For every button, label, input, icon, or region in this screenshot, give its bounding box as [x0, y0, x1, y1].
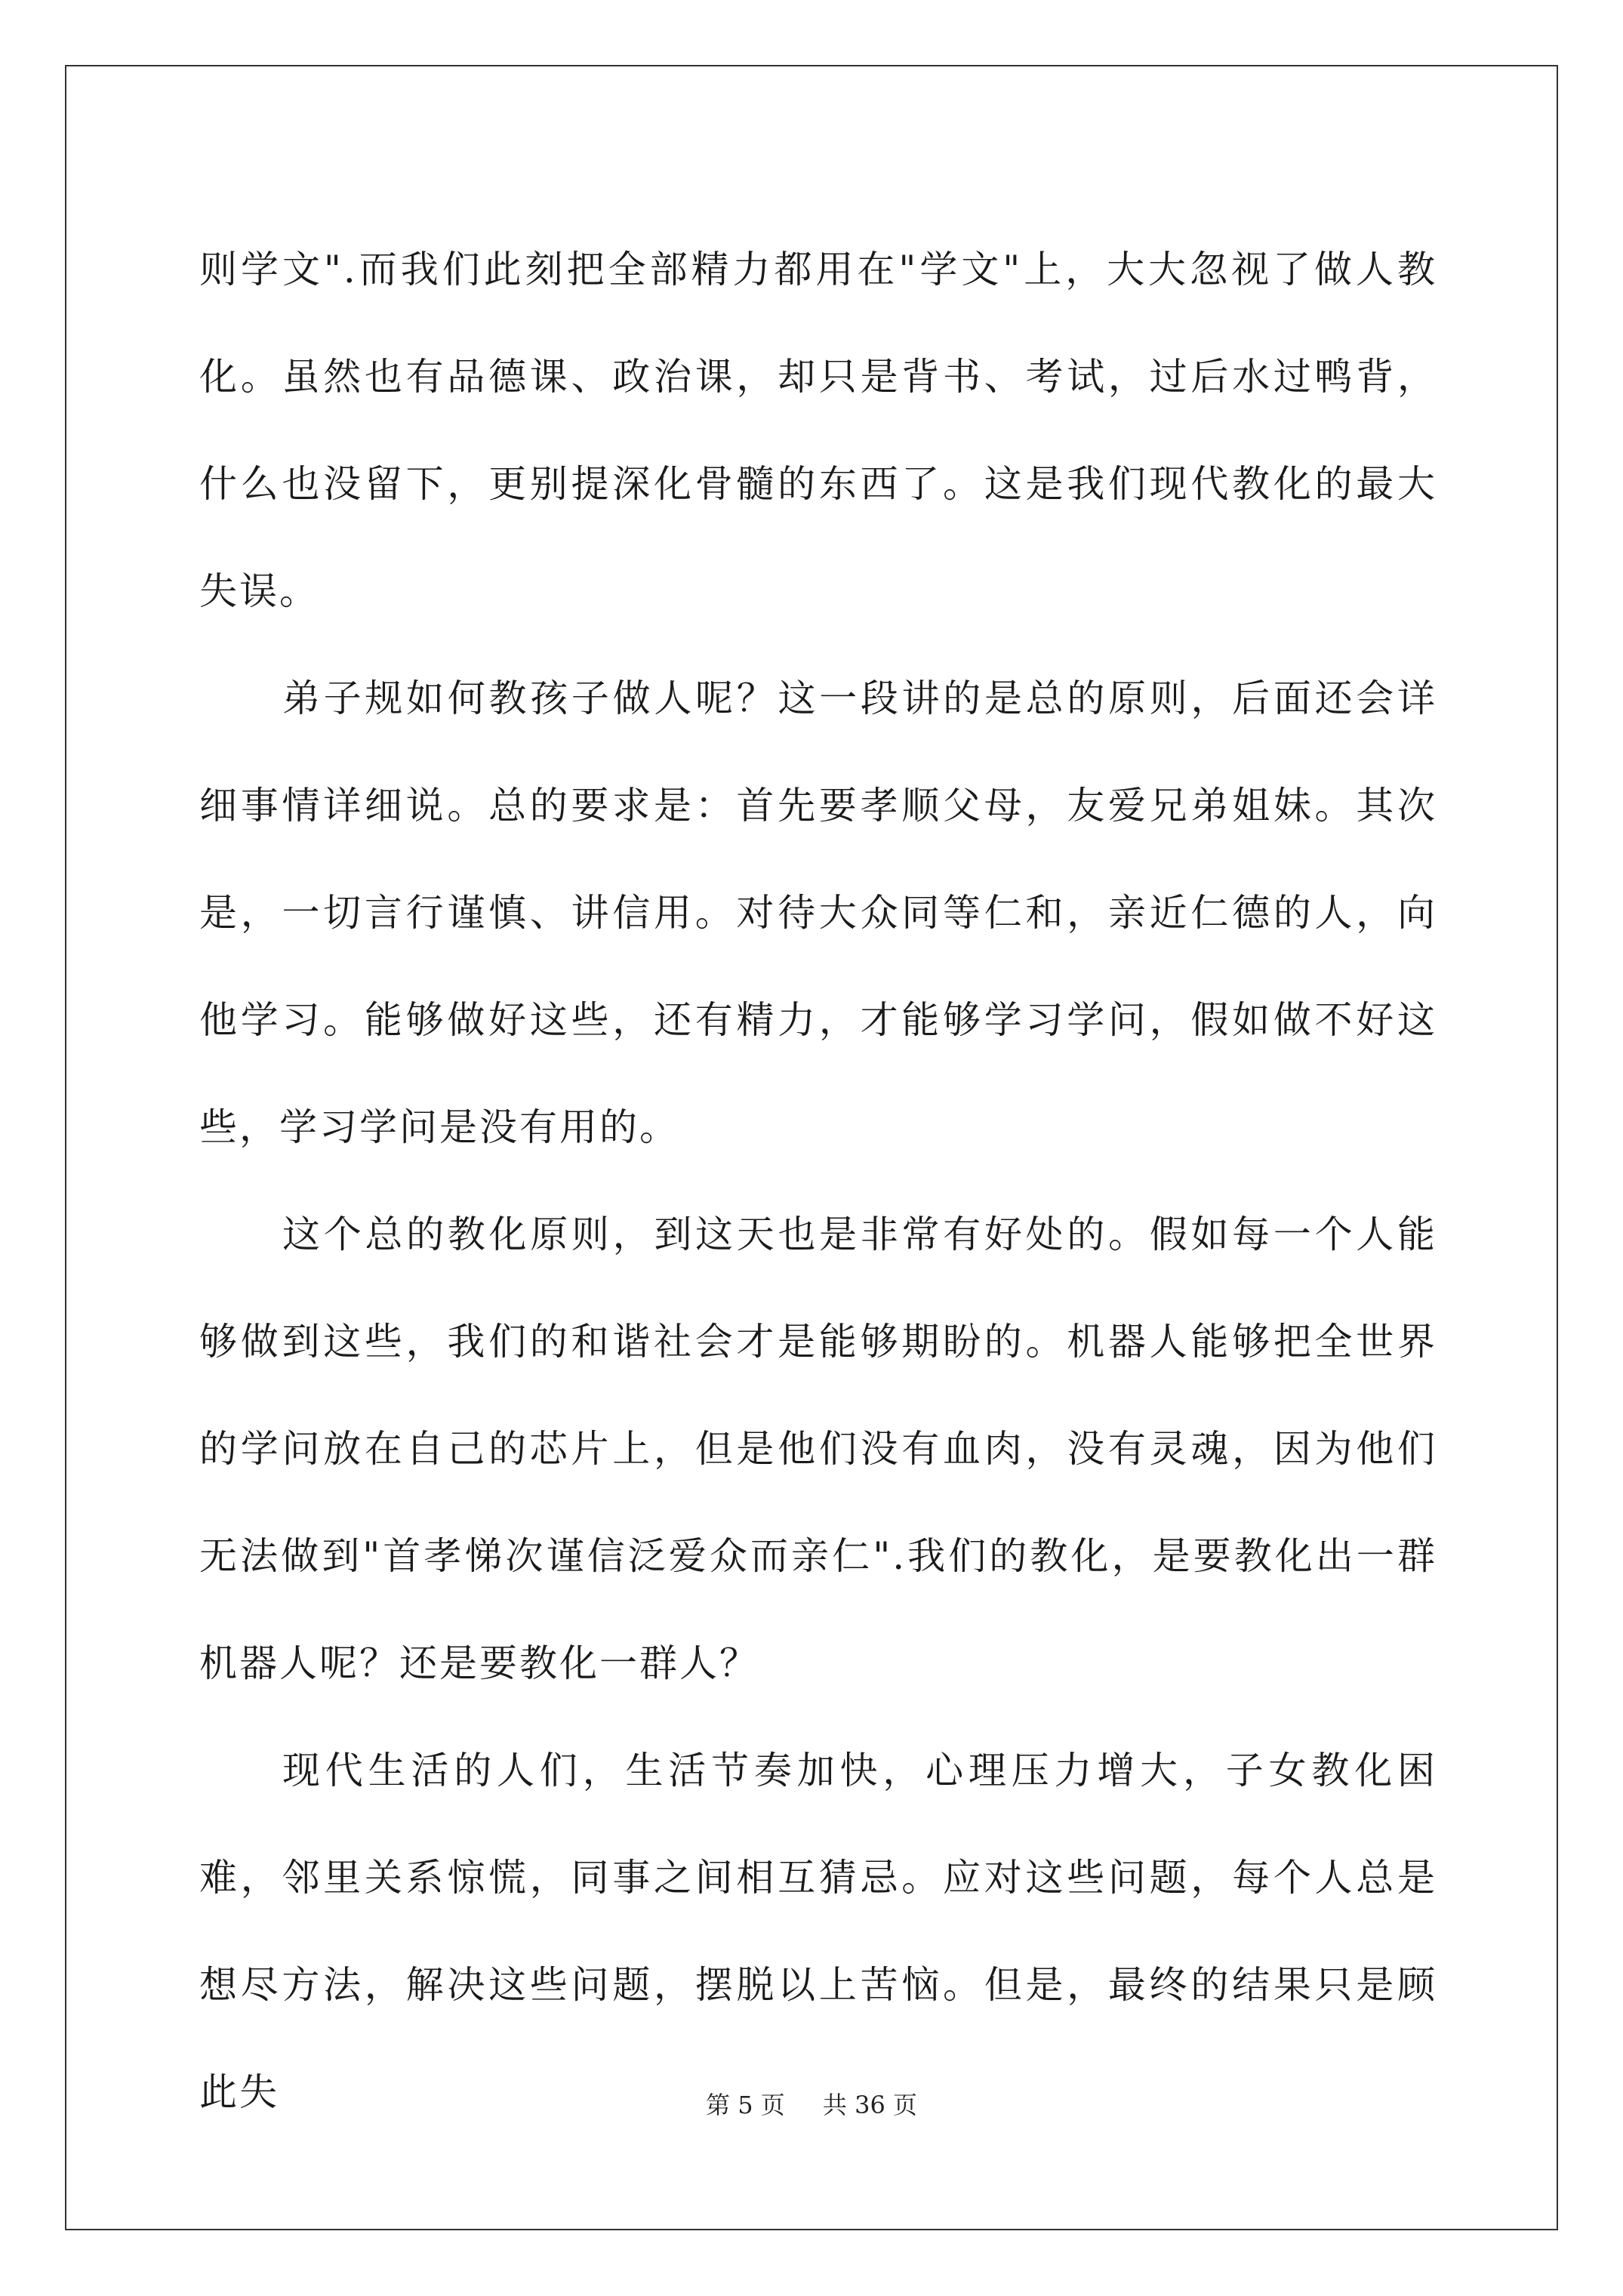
page-total: 共 36 页	[822, 2091, 917, 2119]
document-body	[199, 216, 1437, 2146]
paragraph-2: 弟子规如何教孩子做人呢？这一段讲的是总的原则，后面还会详细事情详细说。总的要求是：首先要孝顺父母，友爱兄弟姐妹。其次是，一切言行谨慎、讲信用。对待大众同等仁和，亲近仁德的人，向他学习。能够做好这些，还有精力，才能够学习学问，假如做不好这些，学习学问是没有用的。	[199, 676, 1437, 1149]
page-footer	[0, 2090, 1623, 2120]
paragraph-3: 这个总的教化原则，到这天也是非常有好处的。假如每一个人能够做到这些，我们的和谐社会才是能够期盼的。机器人能够把全世界的学问放在自己的芯片上，但是他们没有血肉，没有灵魂，因为他们无法做到"首孝悌次谨信泛爱众而亲仁".我们的教化，是要教化出一群机器人呢？还是要教化一群人？	[199, 1213, 1437, 1685]
paragraph-4: 现代生活的人们，生活节奏加快，心理压力增大，子女教化困难，邻里关系惊慌，同事之间相互猜忌。应对这些问题，每个人总是想尽方法，解决这些问题，摆脱以上苦恼。但是，最终的结果只是顾此失	[199, 1749, 1437, 2114]
page-number: 第 5 页	[706, 2091, 785, 2119]
paragraph-1: 则学文".而我们此刻把全部精力都用在"学文"上，大大忽视了做人教化。虽然也有品德课、政治课，却只是背书、考试，过后水过鸭背，什么也没留下，更别提深化骨髓的东西了。这是我们现代教化的最大失误。	[199, 248, 1437, 613]
